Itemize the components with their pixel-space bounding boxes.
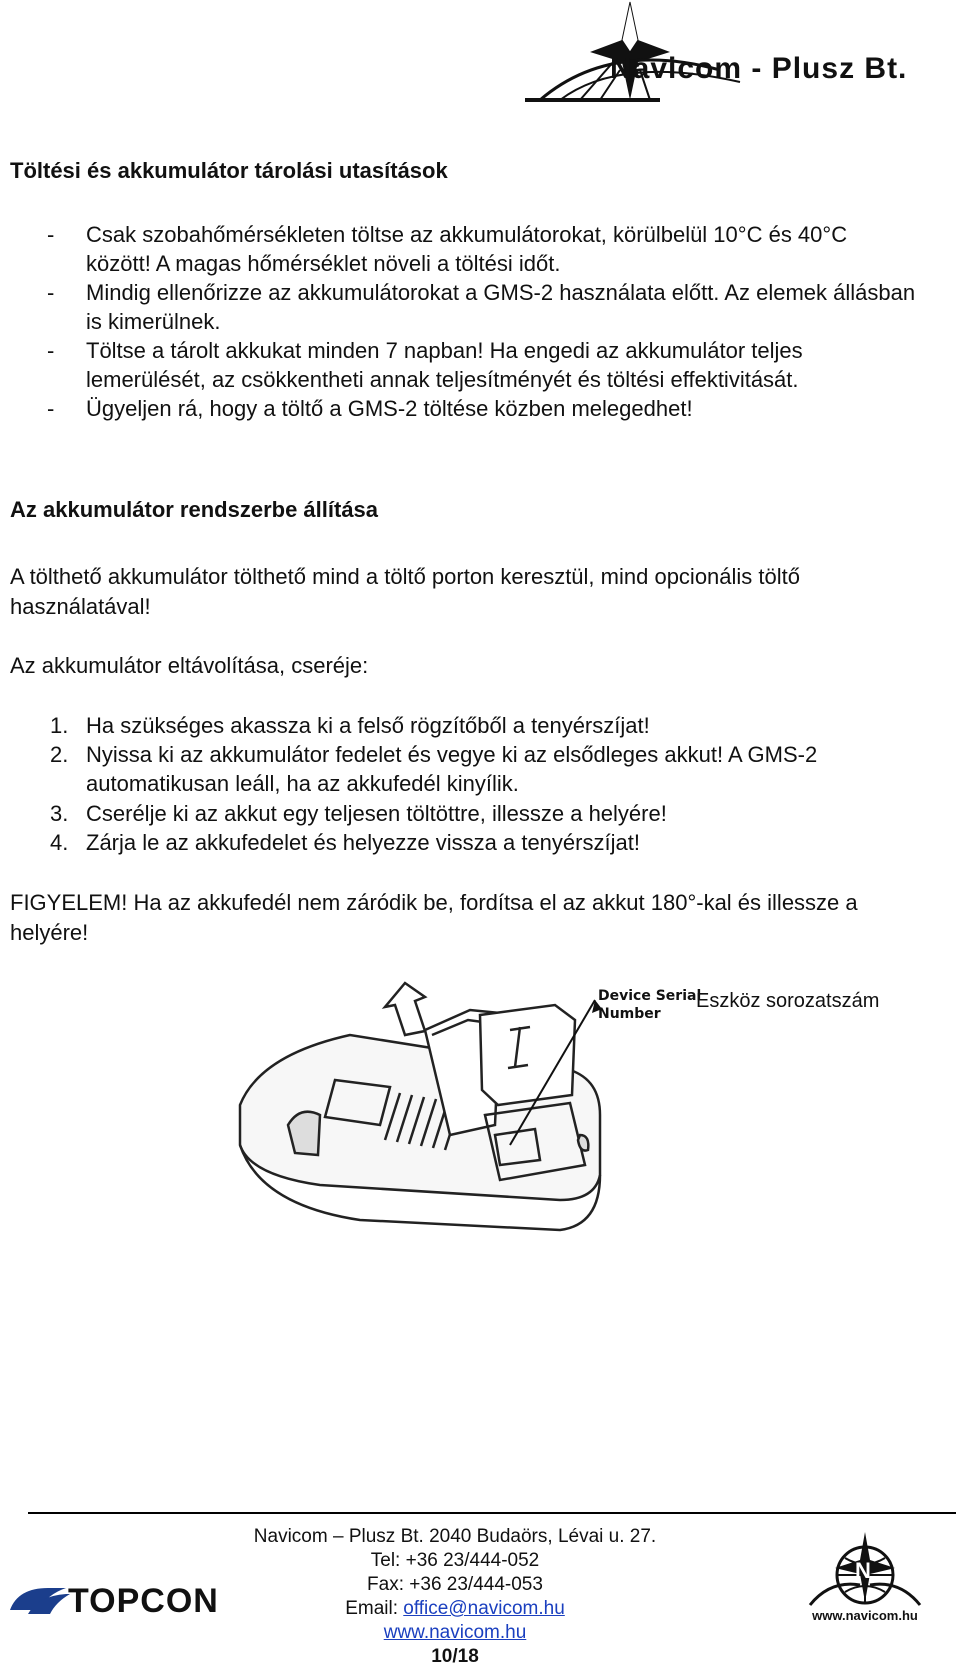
warning-paragraph: FIGYELEM! Ha az akkufedél nem záródik be, fordítsa el az akkut 180°-kal és illessze a helyére! bbox=[10, 890, 858, 945]
step-text: Cserélje ki az akkut egy teljesen töltöttre, illessze a helyére! bbox=[86, 801, 667, 826]
navicom-header-logo bbox=[520, 0, 940, 110]
bullet-text: Ügyeljen rá, hogy a töltő a GMS-2 töltése közben melegedhet! bbox=[86, 396, 693, 421]
footer-contact bbox=[220, 1525, 690, 1669]
step-item bbox=[0, 740, 940, 800]
footer-fax: Fax: +36 23/444-053 bbox=[367, 1574, 543, 1595]
navicom-logo-letter: N bbox=[855, 1558, 871, 1583]
install-paragraph: A tölthető akkumulátor tölthető mind a töltő porton keresztül, mind opcionális töltő használatával! bbox=[10, 564, 800, 619]
removal-heading: Az akkumulátor eltávolítása, cseréje: bbox=[10, 653, 369, 678]
label-line-2: Number bbox=[598, 1006, 661, 1022]
footer-email-line bbox=[220, 1597, 690, 1621]
step-number: 2. bbox=[50, 742, 69, 767]
footer-email-link[interactable]: office@navicom.hu bbox=[403, 1598, 565, 1619]
step-item bbox=[0, 711, 940, 741]
footer-tel: Tel: +36 23/444-052 bbox=[370, 1550, 540, 1571]
bullet-marker: - bbox=[47, 222, 55, 247]
bullet-marker: - bbox=[47, 280, 55, 305]
install-section-title: Az akkumulátor rendszerbe állítása bbox=[10, 497, 379, 522]
step-item bbox=[0, 799, 940, 829]
topcon-logo-text: TOPCON bbox=[68, 1582, 219, 1620]
footer-divider bbox=[28, 1512, 956, 1514]
device-battery-figure bbox=[200, 975, 730, 1245]
label-line-1: Device Serial bbox=[598, 988, 702, 1004]
step-text: Zárja le az akkufedelet és helyezze vissza a tenyérszíjat! bbox=[86, 830, 640, 855]
bullet-item bbox=[0, 278, 940, 338]
bullet-marker: - bbox=[47, 338, 55, 363]
bullet-item bbox=[0, 394, 940, 424]
navicom-logo-url: www.navicom.hu bbox=[812, 1608, 918, 1623]
step-number: 4. bbox=[50, 830, 69, 855]
device-serial-label-en bbox=[598, 987, 701, 1023]
bullet-text: Mindig ellenőrizze az akkumulátorokat a GMS-2 használata előtt. Az elemek állásban is kimerülnek. bbox=[86, 280, 916, 334]
step-item bbox=[0, 828, 940, 858]
bullet-item bbox=[0, 220, 940, 280]
device-serial-label-hu: Eszköz sorozatszám bbox=[696, 990, 880, 1012]
footer-email-label: Email: bbox=[345, 1598, 404, 1619]
page-number: 10/18 bbox=[431, 1646, 479, 1667]
step-text: Nyissa ki az akkumulátor fedelet és vegye ki az elsődleges akkut! A GMS-2 automatikusan leáll, ha az akkufedél kinyílik. bbox=[86, 742, 818, 796]
bullet-item bbox=[0, 336, 940, 396]
footer-website-link[interactable]: www.navicom.hu bbox=[383, 1622, 527, 1643]
navicom-footer-logo bbox=[800, 1530, 930, 1622]
logo-text: Navicom - Plusz Bt. bbox=[610, 52, 908, 85]
step-text: Ha szükséges akassza ki a felső rögzítőből a tenyérszíjat! bbox=[86, 713, 650, 738]
step-number: 3. bbox=[50, 801, 69, 826]
bullet-marker: - bbox=[47, 396, 55, 421]
bullet-text: Csak szobahőmérsékleten töltse az akkumulátorokat, körülbelül 10°C és 40°C között! A magas hőmérséklet növeli a töltési időt. bbox=[86, 222, 848, 276]
footer-company-line: Navicom – Plusz Bt. 2040 Budaörs, Lévai u. 27. bbox=[253, 1526, 657, 1547]
step-number: 1. bbox=[50, 713, 69, 738]
topcon-logo bbox=[8, 1580, 218, 1620]
bullet-text: Töltse a tárolt akkukat minden 7 napban! Ha engedi az akkumulátor teljes lemerülését, az csökkentheti annak teljesítményét és töltési effektivitását. bbox=[86, 338, 803, 392]
charging-section-title: Töltési és akkumulátor tárolási utasítások bbox=[10, 158, 448, 183]
